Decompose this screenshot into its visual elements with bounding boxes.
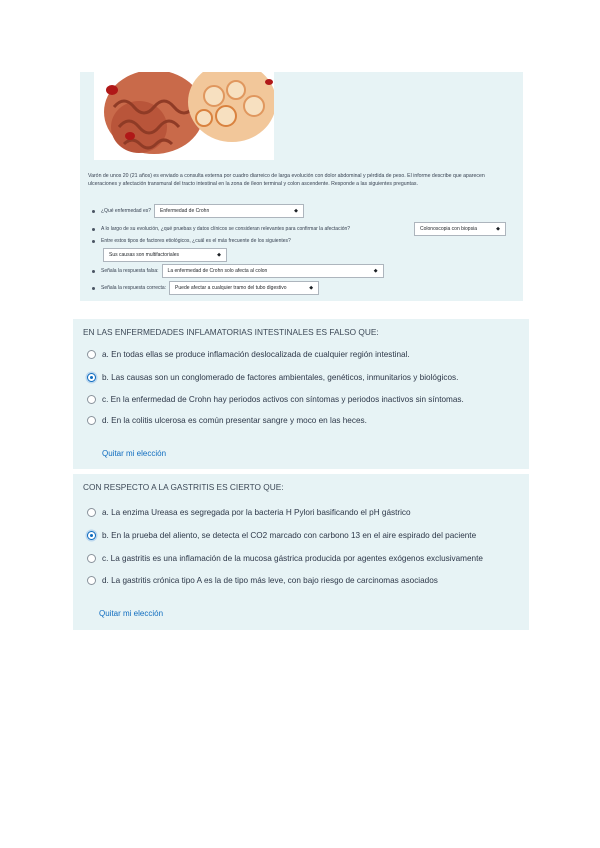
subquestion-1 [88,204,304,218]
question-panel-gastritis [73,474,529,630]
case-description: Varón de unos 20 (21 años) es enviado a consulta externa por cuadro diarreico de larga evolución con dolor abdominal y pérdida de peso. El informe describe que aparecen ulceraciones y afectación transmural del tracto intestinal en la zona de íleon terminal y colon ascendente. Responde a las siguientes preguntas. [88,173,485,187]
select-value: Enfermedad de Crohn [160,208,210,214]
option-label: b. Las causas son un conglomerado de factores ambientales, genéticos, inmunitarios y biológicos. [102,373,459,382]
subquestion-prompt: A lo largo de su evolución, ¿qué pruebas y datos clínicos se consideran relevantes para confirmar la afectación? [101,226,351,232]
bullet-icon [92,210,95,213]
question-panel-case [80,72,523,301]
subquestion-prompt: Entre estos tipos de factores etiológicos, ¿cuál es el más frecuente de los siguientes? [101,238,291,244]
option-label: c. En la enfermedad de Crohn hay periodos activos con síntomas y periodos inactivos sin síntomas. [102,395,464,404]
option-label: a. La enzima Ureasa es segregada por la bacteria H Pylori basificando el pH gástrico [102,508,411,517]
intestine-image [94,72,274,160]
subquestion-prompt: Señala la respuesta falsa: [101,268,159,274]
select-value: Sus causas son multifactoriales [109,252,180,258]
intestine-illustration [94,72,274,160]
chevron-down-icon: ◆ [217,252,221,258]
answer-option-b[interactable] [87,531,476,540]
subquestion-3 [88,238,291,244]
answer-select-1[interactable] [154,204,304,218]
clear-choice-link[interactable]: Quitar mi elección [102,449,167,458]
question-title: EN LAS ENFERMEDADES INFLAMATORIAS INTESTINALES ES FALSO QUE: [83,327,379,337]
option-label: c. La gastritis es una inflamación de la mucosa gástrica producida por agentes exógenos exclusivamente [102,554,483,563]
answer-option-c[interactable] [87,554,483,563]
chevron-down-icon: ◆ [496,226,500,232]
answer-option-d[interactable] [87,416,367,425]
chevron-down-icon: ◆ [373,268,378,274]
subquestion-5 [88,281,319,295]
subquestion-prompt: Señala la respuesta correcta: [101,285,167,291]
radio-button[interactable] [87,416,96,425]
subquestion-prompt: ¿Qué enfermedad es? [101,208,152,214]
answer-option-a[interactable] [87,508,411,517]
answer-select-3[interactable] [103,248,227,262]
chevron-down-icon: ◆ [309,285,314,291]
answer-option-c[interactable] [87,395,464,404]
option-label: d. La gastritis crónica tipo A es la de tipo más leve, con bajo riesgo de carcinomas asociados [102,576,438,585]
question-title: CON RESPECTO A LA GASTRITIS ES CIERTO QUE: [83,482,284,492]
radio-button[interactable] [87,508,96,517]
option-label: b. En la prueba del aliento, se detecta el CO2 marcado con carbono 13 en el aire espirado del paciente [102,531,477,540]
answer-select-4[interactable] [162,264,384,278]
answer-option-b[interactable] [87,373,458,382]
question-panel-ibd [73,319,529,469]
radio-button-selected[interactable] [87,531,96,540]
chevron-down-icon: ◆ [294,208,299,214]
clear-choice-link[interactable]: Quitar mi elección [99,609,164,618]
select-value: Puede afectar a cualquier tramo del tubo digestivo [175,285,287,291]
select-value: La enfermedad de Crohn solo afecta al colon [167,268,268,274]
radio-button[interactable] [87,554,96,563]
answer-option-d[interactable] [87,576,438,585]
subquestion-3-answer-row [100,248,227,262]
answer-option-a[interactable] [87,350,410,359]
bullet-icon [92,287,95,290]
bullet-icon [92,228,95,231]
option-label: a. En todas ellas se produce inflamación deslocalizada de cualquier región intestinal. [102,350,410,359]
answer-select-2[interactable] [414,222,506,236]
bullet-icon [92,240,95,243]
subquestion-2 [88,222,506,236]
radio-button[interactable] [87,350,96,359]
radio-button[interactable] [87,576,96,585]
answer-select-5[interactable] [169,281,319,295]
radio-button[interactable] [87,395,96,404]
bullet-icon [92,270,95,273]
option-label: d. En la colitis ulcerosa es común presentar sangre y moco en las heces. [102,416,367,425]
subquestion-4 [88,264,384,278]
radio-button-selected[interactable] [87,373,96,382]
select-value: Colonoscopia con biopsia [420,226,477,232]
